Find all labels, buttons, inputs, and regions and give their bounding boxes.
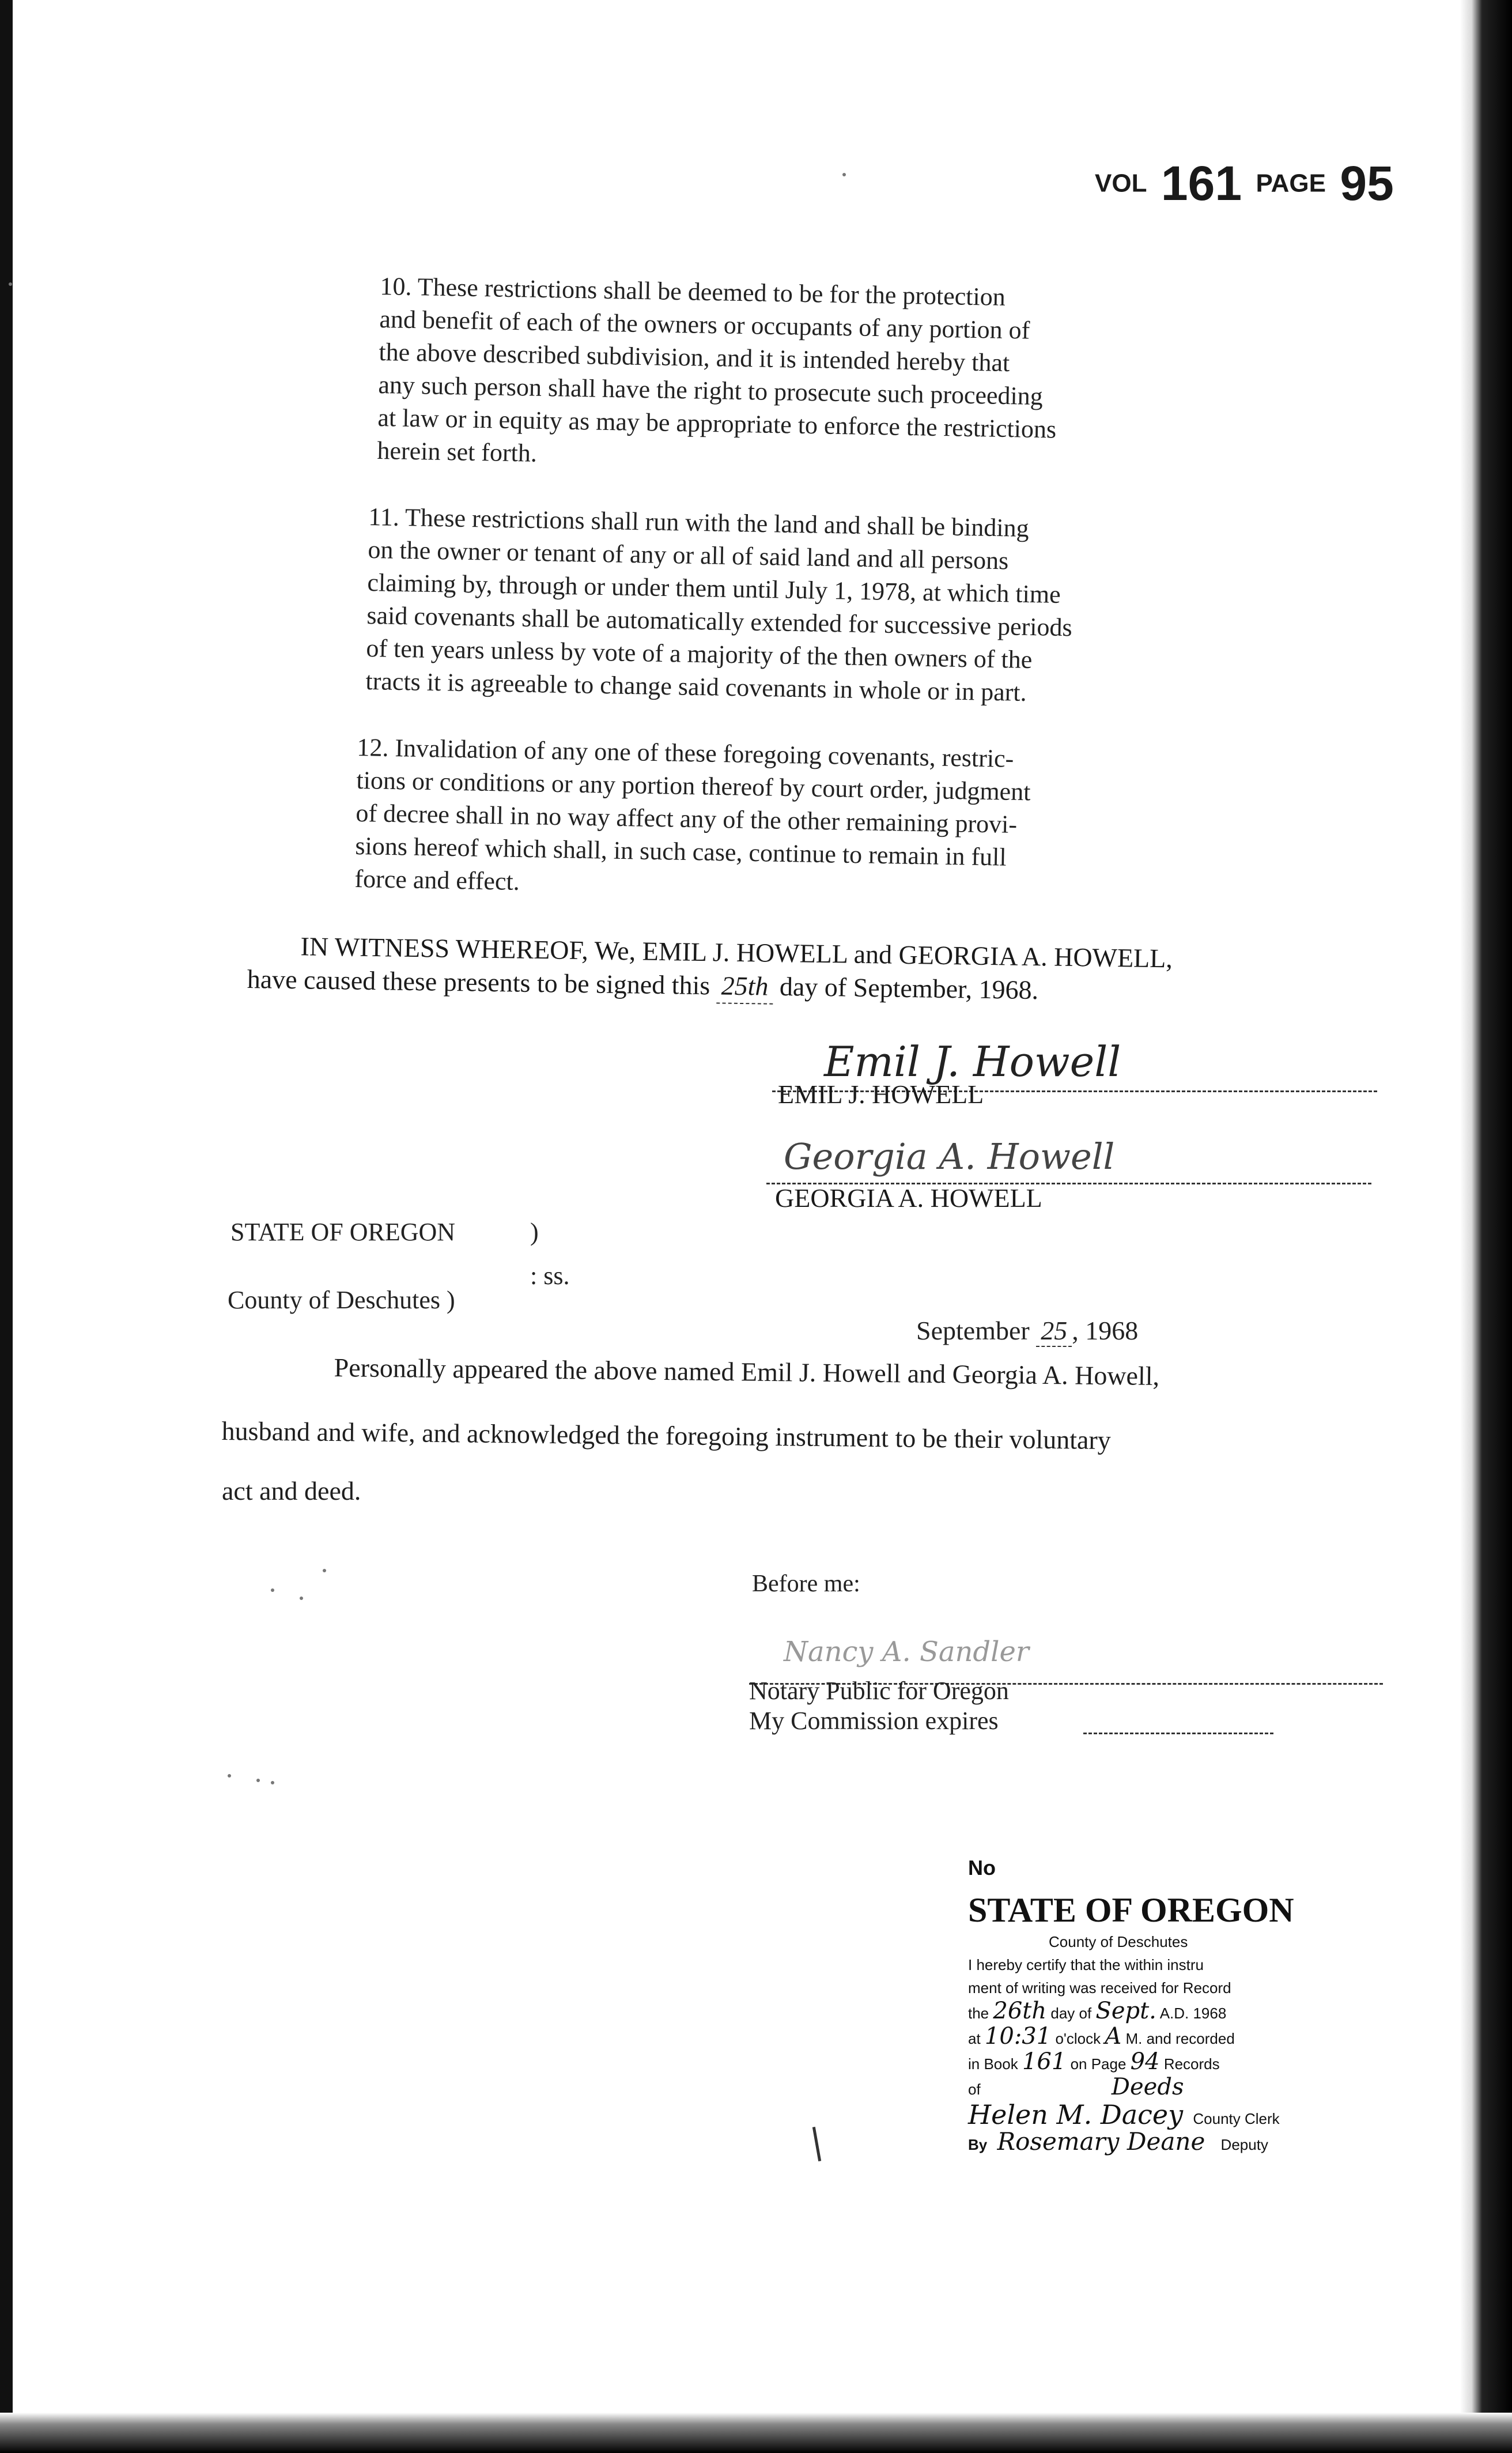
- stamp-page-number: 94: [1130, 2048, 1160, 2075]
- scan-speck: [256, 1779, 260, 1782]
- stamp-received-month: Sept.: [1095, 1998, 1156, 2024]
- scan-speck: [323, 1569, 326, 1572]
- paragraph-line: of ten years unless by vote of a majority of the then owners of the: [366, 633, 1033, 674]
- witness-clause: [247, 929, 1173, 1010]
- scan-speck: [300, 1597, 303, 1600]
- stamp-line-4-pre: at: [968, 2030, 981, 2047]
- scan-border-right: [1460, 0, 1512, 2453]
- acknowledgment-date: [916, 1315, 1138, 1347]
- stamp-line-5-mid: on Page: [1070, 2055, 1127, 2073]
- paragraph-line: the above described subdivision, and it is intended hereby that: [379, 337, 1010, 378]
- paragraph-line: herein set forth.: [377, 436, 538, 467]
- paragraph-line: 11. These restrictions shall run with the land and shall be binding: [368, 502, 1029, 542]
- venue-paren: ): [530, 1218, 539, 1246]
- paragraph-line: and benefit of each of the owners or occupants of any portion of: [379, 304, 1030, 345]
- recording-stamp: [968, 1856, 1337, 2156]
- georgia-signature: Georgia A. Howell: [784, 1135, 1115, 1178]
- stamp-deputy-label: Deputy: [1220, 2136, 1268, 2153]
- scan-speck: [228, 1774, 231, 1778]
- stamp-by-label: By: [968, 2136, 988, 2153]
- stamp-line-4-post: M. and recorded: [1125, 2030, 1235, 2047]
- ack-line-1: Personally appeared the above named Emil J. Howell and Georgia A. Howell,: [334, 1353, 1160, 1391]
- stamp-number-label: No: [968, 1856, 996, 1880]
- venue-state: STATE OF OREGON: [230, 1218, 456, 1246]
- paragraph-11: [365, 500, 1074, 710]
- stamp-records-type: Deeds: [1111, 2074, 1184, 2100]
- stamp-clerk-signature: Helen M. Dacey: [968, 2099, 1184, 2130]
- vol-number: 161: [1161, 156, 1242, 210]
- paragraph-line: force and effect.: [354, 864, 520, 896]
- page-number: 95: [1340, 156, 1394, 210]
- vol-label: VOL: [1095, 169, 1147, 198]
- stamp-received-ampm: A: [1105, 2023, 1122, 2050]
- scan-speck: [271, 1588, 274, 1592]
- stamp-line-6-pre: of: [968, 2081, 981, 2098]
- scan-mark: [812, 2127, 821, 2161]
- stamp-clerk-line: [968, 2099, 1337, 2130]
- witness-line-2-post: day of September, 1968.: [779, 971, 1039, 1005]
- ack-line-3: act and deed.: [222, 1476, 361, 1505]
- paragraph-line: sions hereof which shall, in such case, continue to remain in full: [355, 831, 1007, 871]
- paragraph-line: of decree shall in no way affect any of the other remaining provi-: [356, 798, 1018, 839]
- stamp-line-3: [968, 1999, 1337, 2025]
- paragraph-line: 10. These restrictions shall be deemed to be for the protection: [380, 271, 1006, 311]
- paragraph-line: 12. Invalidation of any one of these foregoing covenants, restric-: [357, 733, 1014, 773]
- notary-signature: Nancy A. Sandler: [784, 1636, 1029, 1668]
- ack-date-month: September: [916, 1316, 1030, 1345]
- stamp-line-2: ment of writing was received for Record: [968, 1979, 1231, 1997]
- ack-date-day-blank: 25: [1036, 1315, 1072, 1347]
- venue-county: County of Deschutes ): [228, 1286, 455, 1314]
- paragraph-line: claiming by, through or under them until July 1, 1978, at which time: [367, 568, 1061, 609]
- stamp-deputy-signature: Rosemary Deane: [997, 2127, 1205, 2156]
- stamp-title: STATE OF OREGON: [968, 1891, 1294, 1929]
- emil-signature: Emil J. Howell: [824, 1037, 1121, 1086]
- paragraph-12: [354, 731, 1031, 907]
- stamp-line-6: [968, 2075, 1337, 2101]
- commission-expiry-blank: [1083, 1733, 1273, 1734]
- witness-line-1-text: IN WITNESS WHEREOF, We, EMIL J. HOWELL and GEORGIA A. HOWELL,: [300, 931, 1173, 973]
- paragraph-10: [377, 270, 1059, 479]
- stamp-book-number: 161: [1022, 2048, 1067, 2075]
- volume-page-header: [1095, 156, 1394, 212]
- page-label: PAGE: [1256, 169, 1326, 198]
- stamp-line-1: I hereby certify that the within instru: [968, 1956, 1204, 1973]
- notary-title: Notary Public for Oregon: [749, 1677, 1009, 1705]
- paragraph-line: on the owner or tenant of any or all of said land and all persons: [368, 535, 1009, 575]
- stamp-clerk-label: County Clerk: [1193, 2110, 1280, 2127]
- paragraph-line: tions or conditions or any portion thereof by court order, judgment: [356, 765, 1031, 806]
- before-me-label: Before me:: [752, 1571, 860, 1597]
- scan-speck: [842, 173, 846, 176]
- stamp-line-5-pre: in Book: [968, 2055, 1018, 2073]
- paragraph-line: at law or in equity as may be appropriate to enforce the restrictions: [377, 403, 1057, 444]
- ack-date-year: , 1968: [1072, 1316, 1139, 1345]
- ack-line-2: husband and wife, and acknowledged the foregoing instrument to be their voluntary: [221, 1416, 1112, 1455]
- scan-speck: [271, 1781, 274, 1784]
- paragraph-line: tracts it is agreeable to change said covenants in whole or in part.: [365, 666, 1027, 707]
- venue-ss: : ss.: [530, 1262, 570, 1290]
- stamp-line-5: [968, 2050, 1337, 2075]
- stamp-line-3-mid: day of: [1050, 2005, 1092, 2022]
- scan-speck: [9, 282, 12, 286]
- emil-printed-name: EMIL J. HOWELL: [778, 1080, 984, 1109]
- stamp-line-4-mid: o'clock: [1055, 2030, 1101, 2047]
- witness-line-2-pre: have caused these presents to be signed this: [247, 964, 710, 1001]
- stamp-line-4: [968, 2025, 1337, 2050]
- stamp-line-5-post: Records: [1163, 2055, 1220, 2073]
- scan-border-left: [0, 0, 13, 2453]
- stamp-received-time: 10:31: [984, 2023, 1052, 2050]
- paragraph-line: any such person shall have the right to prosecute such proceeding: [378, 370, 1044, 411]
- stamp-deputy-line: [968, 2127, 1337, 2156]
- scan-border-bottom: [0, 2413, 1512, 2453]
- signing-day-blank: 25th: [716, 969, 773, 1004]
- stamp-received-year: A.D. 1968: [1159, 2005, 1227, 2022]
- georgia-printed-name: GEORGIA A. HOWELL: [775, 1183, 1042, 1213]
- paragraph-line: said covenants shall be automatically extended for successive periods: [366, 601, 1073, 642]
- stamp-received-day: 26th: [993, 1998, 1047, 2024]
- stamp-county-line: County of Deschutes: [1049, 1933, 1188, 1950]
- stamp-line-3-pre: the: [968, 2005, 989, 2022]
- notary-commission-label: My Commission expires: [749, 1707, 999, 1735]
